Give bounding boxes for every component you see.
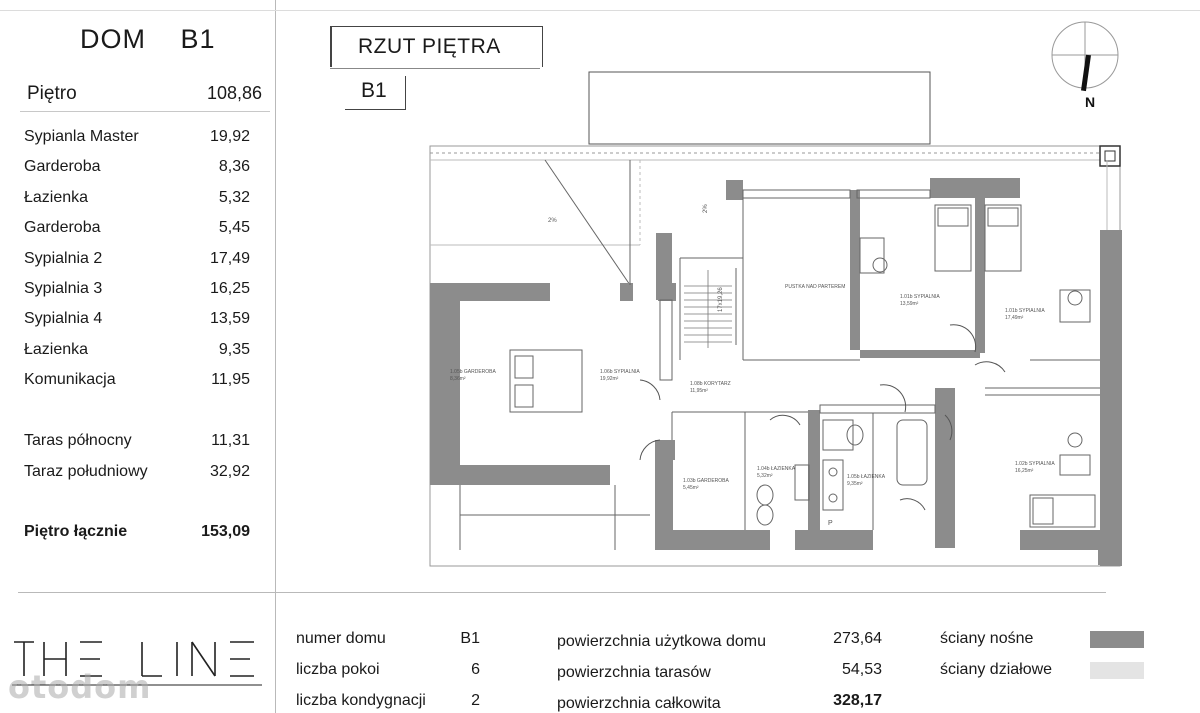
- room-name: Sypialnia 3: [24, 280, 103, 297]
- stairs: [684, 270, 732, 348]
- label-garderoba2: 1.03b GARDEROBA 5,45m²: [683, 478, 729, 491]
- info-value: 54,53: [841, 661, 882, 678]
- room-area: 19,92: [209, 128, 250, 145]
- plan-code-box: [345, 76, 406, 110]
- bottom-section-divider: [18, 592, 1106, 593]
- room-name: Komunikacja: [24, 371, 116, 389]
- label-garderoba1: 1.05b GARDEROBA 8,36m²: [450, 369, 496, 382]
- plan-title: RZUT PIĘTRA: [358, 35, 501, 58]
- room-name: Sypialnia 2: [24, 249, 103, 267]
- info-label: powierzchnia całkowita: [557, 695, 721, 712]
- terrace-south-value: 32,92: [209, 463, 250, 480]
- watermark: otodom: [8, 668, 152, 706]
- total-value: 153,09: [201, 523, 250, 540]
- room-name: Łazienka: [24, 340, 89, 358]
- legend-swatch: [1090, 631, 1144, 648]
- info-value: 6: [471, 661, 480, 678]
- floor-plan: [425, 70, 1125, 575]
- info-label: powierzchnia użytkowa domu: [557, 633, 766, 650]
- info-value: 2: [471, 692, 480, 709]
- info-label: numer domu: [296, 630, 386, 647]
- stairs-label: 17x19,26: [718, 287, 724, 312]
- label-master: 1.06b SYPIALNIA 19,92m²: [600, 369, 640, 382]
- terrace-south-label: Taraz południowy: [24, 463, 148, 480]
- plan-title-underline: [330, 68, 540, 69]
- label-lazienka2: 1.05b ŁAZIENKA 9,35m²: [847, 474, 886, 487]
- terrace-north-value: 11,31: [211, 432, 250, 449]
- info-label: liczba kondygnacji: [296, 692, 426, 709]
- house-label: DOM: [80, 24, 146, 54]
- floor-summary-underline: [20, 111, 270, 112]
- left-panel-divider: [275, 0, 276, 713]
- label-pustka: PUSTKA NAD PARTEREM: [785, 284, 846, 290]
- room-area: 16,25: [209, 280, 250, 297]
- info-label: powierzchnia tarasów: [557, 664, 711, 681]
- legend-label: ściany działowe: [940, 661, 1053, 678]
- plan-code: B1: [361, 79, 387, 102]
- label-p: P: [828, 520, 833, 527]
- room-area: 5,32: [218, 188, 250, 206]
- label-lazienka1: 1.04b ŁAZIENKA 5,32m²: [757, 466, 796, 479]
- terrace-north-label: Taras północny: [24, 432, 132, 449]
- room-area: 17,49: [209, 249, 250, 267]
- compass-north: N: [1085, 94, 1096, 110]
- total-label: Piętro łącznie: [24, 523, 128, 540]
- room-area: 9,35: [218, 340, 250, 358]
- legend-label: ściany nośne: [940, 630, 1034, 647]
- info-label: liczba pokoi: [296, 661, 380, 678]
- slope-label-2: 2%: [703, 204, 709, 213]
- room-name: Garderoba: [24, 219, 101, 237]
- info-value: 273,64: [833, 630, 882, 647]
- room-area: 8,36: [218, 158, 250, 176]
- legend-swatch: [1090, 662, 1144, 679]
- info-value: B1: [460, 630, 480, 647]
- room-name: Sypianla Master: [24, 128, 139, 145]
- top-border: [0, 10, 1200, 11]
- info-value: 328,17: [833, 692, 882, 709]
- floor-summary-value: 108,86: [206, 83, 262, 103]
- room-name: Sypialnia 4: [24, 310, 103, 328]
- room-name: Garderoba: [24, 158, 101, 176]
- room-name: Łazienka: [24, 188, 89, 206]
- house-code: B1: [180, 24, 216, 54]
- label-syp3: 1.01b SYPIALNIA 17,49m²: [1005, 308, 1045, 321]
- floor-summary-label: Piętro: [27, 83, 77, 104]
- label-syp4: 1.01b SYPIALNIA 13,59m²: [900, 294, 940, 307]
- slope-label-1: 2%: [548, 218, 557, 224]
- house-title: [80, 24, 216, 55]
- roof-block: [589, 72, 930, 144]
- room-area: 11,95: [211, 371, 250, 389]
- bearing-walls: [430, 178, 1122, 566]
- label-korytarz: 1.08b KORYTARZ 11,95m²: [690, 381, 731, 394]
- room-area: 5,45: [218, 219, 250, 237]
- label-syp2: 1.02b SYPIALNIA 16,25m²: [1015, 461, 1055, 474]
- room-area: 13,59: [209, 310, 250, 328]
- plan-title-box: [330, 26, 543, 67]
